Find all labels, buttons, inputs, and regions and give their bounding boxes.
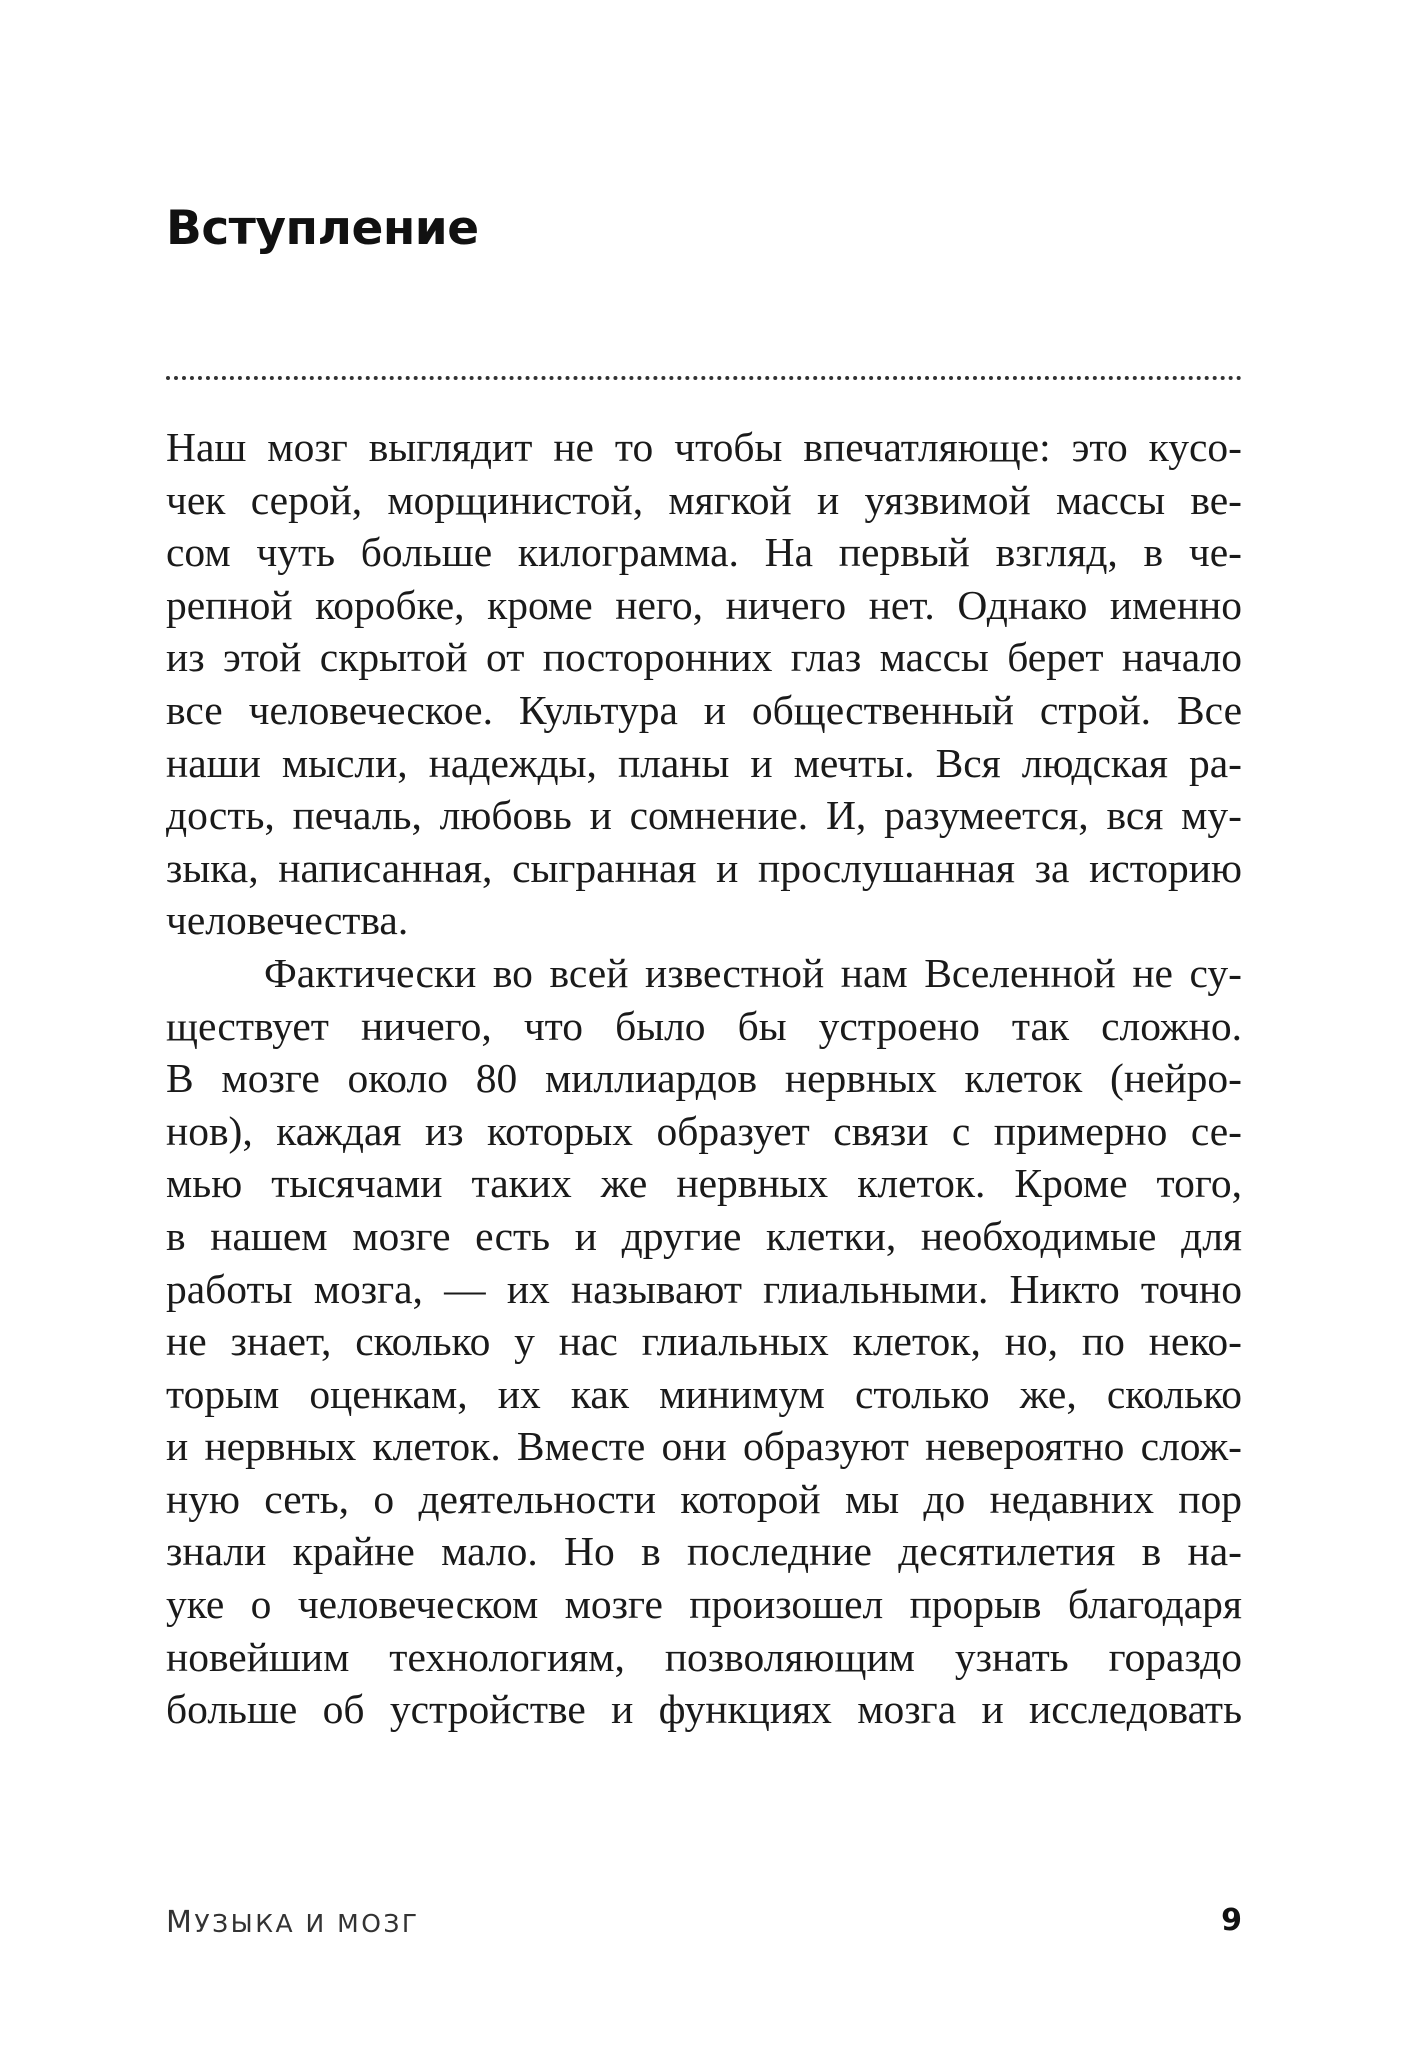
text-line: больше об устройстве и функциях мозга и исследовать	[166, 1686, 1242, 1733]
dotted-divider	[166, 376, 1242, 380]
body-text	[166, 421, 1242, 1736]
text-line: все человеческое. Культура и общественный строй. Все	[166, 686, 1242, 733]
book-title-initial: М	[166, 1905, 195, 1940]
text-line: не знает, сколько у нас глиальных клеток, но, по неко-	[166, 1318, 1242, 1365]
running-footer-book-title	[166, 1906, 420, 1941]
text-line: из этой скрытой от посторонних глаз массы берет начало	[166, 634, 1242, 681]
text-line: дость, печаль, любовь и сомнение. И, разумеется, вся му-	[166, 792, 1242, 839]
text-line: Наш мозг выглядит не то чтобы впечатляюще: это кусо-	[166, 424, 1242, 470]
text-line: человечества.	[166, 897, 409, 944]
text-line: зыка, написанная, сыгранная и прослушанная за историю	[166, 844, 1242, 891]
text-line: ную сеть, о деятельности которой мы до недавних пор	[166, 1475, 1242, 1522]
text-line: нов), каждая из которых образует связи с примерно се-	[166, 1107, 1242, 1154]
text-line: в нашем мозге есть и другие клетки, необходимые для	[166, 1212, 1242, 1259]
text-line: репной коробке, кроме него, ничего нет. Однако именно	[166, 581, 1242, 628]
text-line: чек серой, морщинистой, мягкой и уязвимой массы ве-	[166, 476, 1242, 523]
book-title-rest: УЗЫКА И МОЗГ	[194, 1909, 420, 1938]
text-line: знали крайне мало. Но в последние десятилетия в на-	[166, 1528, 1242, 1575]
text-line: Фактически во всей известной нам Вселенной не су-	[264, 949, 1242, 996]
text-line: мью тысячами таких же нервных клеток. Кроме того,	[166, 1160, 1242, 1207]
text-line: сом чуть больше килограмма. На первый взгляд, в че-	[166, 529, 1242, 576]
text-line: уке о человеческом мозге произошел прорыв благодаря	[166, 1581, 1242, 1628]
text-line: ществует ничего, что было бы устроено так сложно.	[166, 1002, 1242, 1049]
text-line: и нервных клеток. Вместе они образуют невероятно слож-	[166, 1423, 1242, 1470]
text-line: наши мысли, надежды, планы и мечты. Вся людская ра-	[166, 739, 1242, 786]
text-line: торым оценкам, их как минимум столько же, сколько	[166, 1370, 1242, 1417]
text-line: работы мозга, — их называют глиальными. Никто точно	[166, 1265, 1242, 1312]
page-number: 9	[1221, 1903, 1242, 1938]
text-line: новейшим технологиям, позволяющим узнать гораздо	[166, 1633, 1242, 1680]
text-line: В мозге около 80 миллиардов нервных клеток (нейро-	[166, 1055, 1242, 1102]
page-title: Вступление	[166, 201, 479, 256]
